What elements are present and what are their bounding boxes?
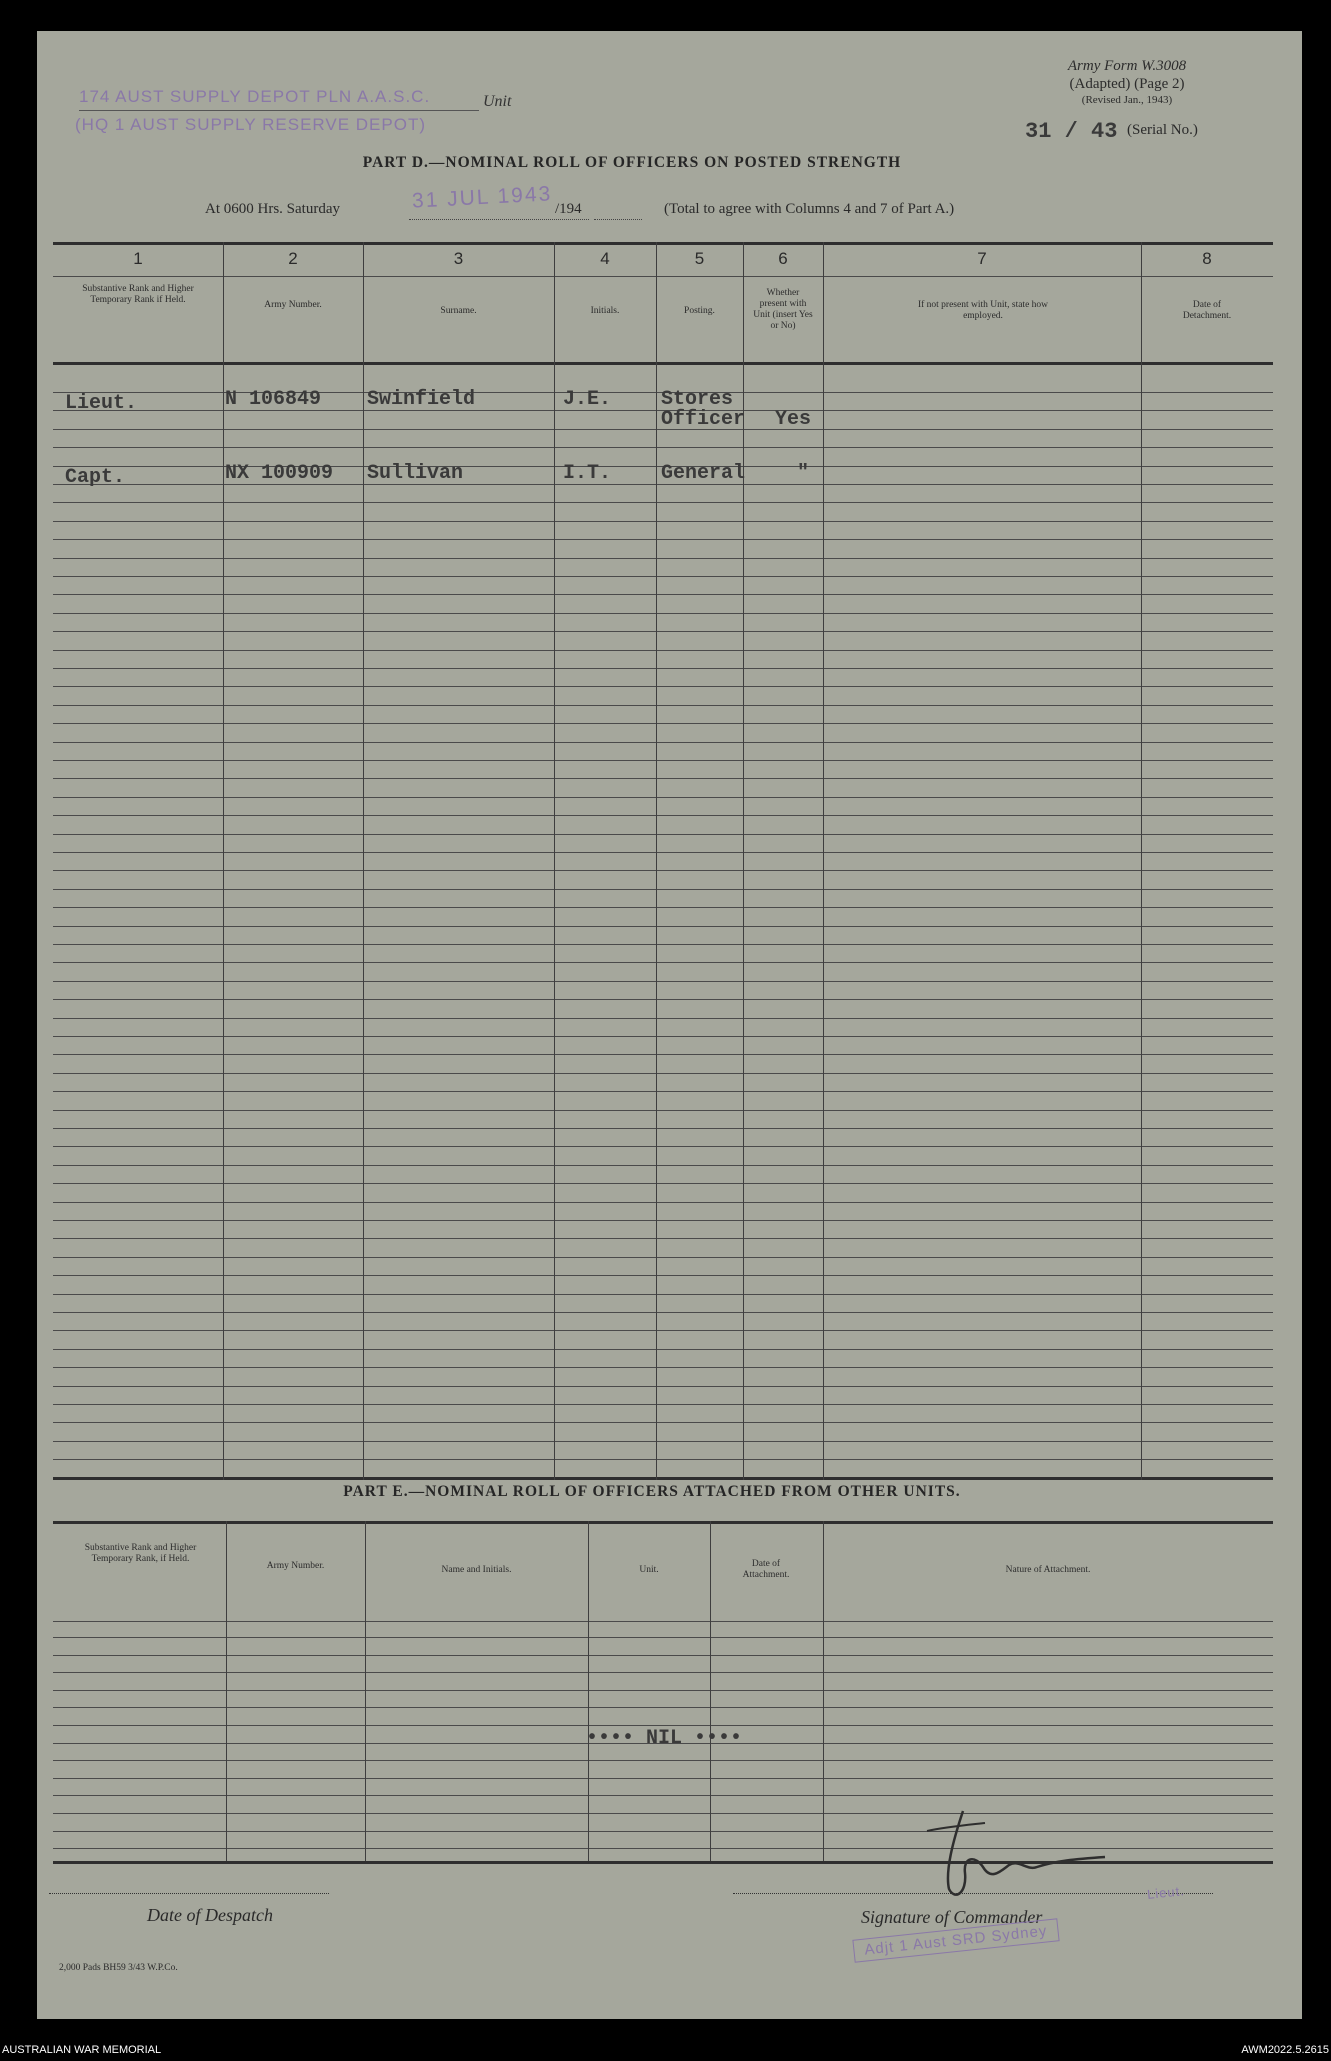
row-rule <box>53 1459 1273 1460</box>
part-e-row-rule <box>53 1690 1273 1691</box>
row-rule <box>53 907 1273 908</box>
serial-number: 31 / 43 <box>1025 119 1118 144</box>
part-e-divider-4 <box>710 1521 711 1861</box>
part-e-header-date-attachment: Date of Attachment. <box>742 1559 790 1580</box>
form-page <box>37 31 1302 2019</box>
row1-posting-cont: Officer <box>661 408 746 431</box>
table-bottom-rule <box>53 1477 1273 1480</box>
col-divider-1 <box>223 242 224 1480</box>
at-hours-label: At 0600 Hrs. Saturday <box>205 201 340 217</box>
row-rule <box>53 1036 1273 1037</box>
part-d-title: PART D.—NOMINAL ROLL OF OFFICERS ON POSTED STRENGTH <box>362 154 902 171</box>
col-number: 7 <box>977 249 987 268</box>
row-rule <box>53 1349 1273 1350</box>
row-rule <box>53 760 1273 761</box>
signature-dotted-line <box>733 1893 1213 1894</box>
row-rule <box>53 1054 1273 1055</box>
row-rule <box>53 1128 1273 1129</box>
col-divider-4 <box>656 242 657 1480</box>
col-number: 8 <box>1202 249 1212 268</box>
row-rule <box>53 723 1273 724</box>
row-rule <box>53 1257 1273 1258</box>
col-divider-3 <box>554 242 555 1480</box>
form-adapted: (Adapted) (Page 2) <box>1069 76 1185 92</box>
row-rule <box>53 981 1273 982</box>
col-number: 2 <box>288 249 298 268</box>
row-rule <box>53 797 1273 798</box>
header-present: Whether present with Unit (insert Yes or No) <box>753 288 813 331</box>
part-e-row-rule <box>53 1637 1273 1638</box>
print-info: 2,000 Pads BH59 3/43 W.P.Co. <box>59 1963 178 1973</box>
form-name: Army Form W.3008 <box>1067 58 1187 74</box>
header-surname: Surname. <box>440 306 477 316</box>
column-number-rule <box>53 276 1273 277</box>
row-rule <box>53 889 1273 890</box>
row1-initials: J.E. <box>563 388 612 411</box>
row-rule <box>53 1165 1273 1166</box>
row-rule <box>53 742 1273 743</box>
row-rule <box>53 1404 1273 1405</box>
form-revised: (Revised Jan., 1943) <box>1081 94 1173 106</box>
row1-surname: Swinfield <box>367 388 476 411</box>
header-rank: Substantive Rank and Higher Temporary Rank if Held. <box>82 284 194 305</box>
table-top-rule <box>53 242 1273 245</box>
commander-signature <box>905 1801 1145 1911</box>
date-stamp: 31 JUL 1943 <box>411 182 553 213</box>
row2-army-number: NX 100909 <box>225 462 334 485</box>
row-rule <box>53 1422 1273 1423</box>
year-dotted-line <box>594 219 642 220</box>
row-rule <box>53 778 1273 779</box>
unit-label: Unit <box>483 93 512 110</box>
row1-posting: Stores <box>661 388 734 411</box>
part-e-top-rule <box>53 1521 1273 1524</box>
commander-stamp: Adjt 1 Aust SRD Sydney <box>852 1918 1059 1962</box>
part-e-row-rule <box>53 1655 1273 1656</box>
row-rule <box>53 576 1273 577</box>
part-e-header-nature: Nature of Attachment. <box>1005 1565 1091 1575</box>
row-rule <box>53 1110 1273 1111</box>
col-number: 1 <box>133 249 143 268</box>
header-bottom-rule <box>53 362 1273 365</box>
part-e-row-rule <box>53 1707 1273 1708</box>
part-e-header-rule <box>53 1621 1273 1622</box>
row-rule <box>53 1441 1273 1442</box>
row-rule <box>53 962 1273 963</box>
despatch-dotted-line <box>49 1893 329 1894</box>
unit-underline <box>79 110 479 111</box>
row-rule <box>53 1220 1273 1221</box>
row-rule <box>53 944 1273 945</box>
part-e-title: PART E.—NOMINAL ROLL OF OFFICERS ATTACHED FROM OTHER UNITS. <box>343 1483 961 1500</box>
row-rule <box>53 1367 1273 1368</box>
part-e-header-rank: Substantive Rank and Higher Temporary Rank, if Held. <box>84 1543 197 1564</box>
row-rule <box>53 999 1273 1000</box>
row-rule <box>53 594 1273 595</box>
col-divider-7 <box>1141 242 1142 1480</box>
row-rule <box>53 539 1273 540</box>
row-rule <box>53 834 1273 835</box>
header-how-employed: If not present with Unit, state how employed. <box>917 300 1049 321</box>
row-rule <box>53 705 1273 706</box>
row-rule <box>53 815 1273 816</box>
row-rule <box>53 1275 1273 1276</box>
caption-right: AWM2022.5.2615 <box>1241 2044 1329 2056</box>
row-rule <box>53 1294 1273 1295</box>
col-number: 6 <box>778 249 788 268</box>
row-rule <box>53 1330 1273 1331</box>
part-e-row-rule <box>53 1760 1273 1761</box>
caption-left: AUSTRALIAN WAR MEMORIAL <box>2 2044 162 2056</box>
signature-of-commander-label: Signature of Commander <box>861 1907 1043 1927</box>
row-rule <box>53 1238 1273 1239</box>
total-note: (Total to agree with Columns 4 and 7 of Part A.) <box>664 201 955 217</box>
row-rule <box>53 1091 1273 1092</box>
row2-posting: General <box>661 462 746 485</box>
row-rule <box>53 447 1273 448</box>
part-d-table <box>53 242 1273 1480</box>
col-number: 5 <box>694 249 705 268</box>
row-rule <box>53 686 1273 687</box>
part-e-row-rule <box>53 1672 1273 1673</box>
serial-label: (Serial No.) <box>1127 122 1198 138</box>
row-rule <box>53 926 1273 927</box>
col-number: 4 <box>600 249 610 268</box>
row2-surname: Sullivan <box>367 462 464 485</box>
row-rule <box>53 613 1273 614</box>
row-rule <box>53 1146 1273 1147</box>
date-of-despatch-label: Date of Despatch <box>147 1905 273 1925</box>
header-army-number: Army Number. <box>264 300 322 310</box>
nil-entry: •••• NIL •••• <box>586 1727 743 1750</box>
row1-rank: Lieut. <box>65 392 138 415</box>
part-e-row-rule <box>53 1725 1273 1726</box>
unit-stamp-line2: (HQ 1 AUST SUPPLY RESERVE DEPOT) <box>75 115 427 134</box>
header-date-detachment: Date of Detachment. <box>1182 300 1232 321</box>
row-rule <box>53 852 1273 853</box>
row-rule <box>53 650 1273 651</box>
row-rule <box>53 631 1273 632</box>
row-rule <box>53 1312 1273 1313</box>
col-divider-6 <box>823 242 824 1480</box>
row2-present: " <box>797 462 810 485</box>
col-divider-2 <box>363 242 364 1480</box>
part-e-row-rule <box>53 1778 1273 1779</box>
row-rule <box>53 1202 1273 1203</box>
header-initials: Initials. <box>590 306 620 316</box>
form-identification <box>1037 57 1217 107</box>
row-rule <box>53 521 1273 522</box>
part-e-header-unit: Unit. <box>639 1565 659 1575</box>
row2-initials: I.T. <box>563 462 612 485</box>
part-e-row-rule <box>53 1795 1273 1796</box>
header-posting: Posting. <box>684 306 715 316</box>
commander-rank-stamp: Lieut. <box>1146 1883 1186 1902</box>
part-e-divider-1 <box>226 1521 227 1861</box>
row-rule <box>53 502 1273 503</box>
col-number: 3 <box>453 249 464 268</box>
part-e-header-name: Name and Initials. <box>441 1565 512 1575</box>
row2-rank: Capt. <box>65 466 126 489</box>
row-rule <box>53 1386 1273 1387</box>
row-rule <box>53 1073 1273 1074</box>
row1-present: Yes <box>775 408 812 431</box>
row-rule <box>53 1018 1273 1019</box>
row-rule <box>53 558 1273 559</box>
row-rule <box>53 1183 1273 1184</box>
row-rule <box>53 870 1273 871</box>
row1-army-number: N 106849 <box>225 388 322 411</box>
date-dotted-line <box>409 219 589 220</box>
row-rule <box>53 668 1273 669</box>
unit-stamp-line1: 174 AUST SUPPLY DEPOT PLN A.A.S.C. <box>79 87 431 106</box>
year-suffix: /194 <box>555 201 582 217</box>
part-e-header-army-number: Army Number. <box>266 1561 325 1571</box>
